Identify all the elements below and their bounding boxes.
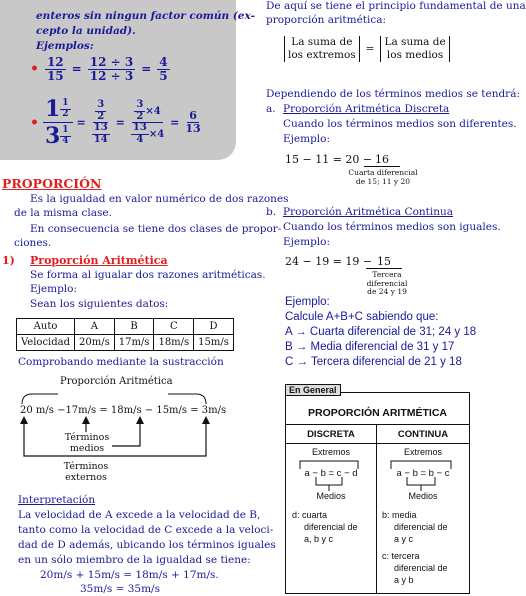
arrow-head — [202, 416, 210, 424]
definition-line: Es la igualdad en valor numérico de dos razones — [30, 193, 289, 205]
arrow-head — [82, 416, 90, 424]
velocity-table — [16, 318, 234, 351]
sum-result: 35m/s = 35m/s — [80, 583, 160, 595]
interpretation-line: en un sólo miembro de la igualdad se tiene: — [18, 554, 251, 566]
intro-line-2: cepto la unidad). — [36, 25, 136, 37]
medios-label: Términos medios — [62, 432, 112, 454]
definition-line: Se forma al igualar dos razones aritméticas. — [30, 269, 266, 281]
extremes-box: La suma de los extremos — [284, 36, 360, 62]
item-letter: a. — [266, 103, 276, 115]
externos-label: Términos externos — [58, 461, 114, 483]
consequence-line: ciones. — [14, 237, 52, 249]
extremes-label: Extremos — [311, 447, 350, 457]
discrete-definition: Cuando los términos medios son diferentes. — [283, 118, 517, 130]
example-label: Ejemplo: — [30, 283, 78, 295]
discrete-formula: a − b = c − d — [304, 468, 358, 479]
continuous-definition: Cuando los términos medios son iguales. — [283, 221, 501, 233]
section-title: PROPORCIÓN — [2, 176, 102, 191]
intro-line-1: enteros sin ningun factor común (ex- — [36, 10, 255, 22]
principle-line: De aquí se tiene el principio fundamental de una — [266, 0, 526, 12]
discrete-answer: 16 — [364, 153, 400, 167]
table-cell: Auto — [17, 319, 75, 335]
table-cell: 17m/s — [114, 335, 154, 351]
continuous-equation: 24 − 19 = 19 − — [285, 255, 373, 268]
example-label: Ejemplo: — [283, 133, 331, 145]
interpretation-title: Interpretación — [18, 494, 96, 506]
fraction: $\frac{12}{15}$ — [46, 55, 64, 83]
table-cell: 20m/s — [75, 335, 115, 351]
table-row — [17, 335, 234, 351]
discrete-equation: 15 − 11 = 20 − — [285, 153, 373, 166]
summary-box — [285, 385, 470, 594]
discrete-title: Proporción Aritmética Discreta — [283, 103, 450, 115]
fraction: $\frac{3}{2}$ ×4 $\frac{13}{4}$ ×4 — [132, 99, 165, 145]
means-label: Medios — [316, 491, 346, 501]
bullet: • — [30, 61, 39, 78]
continuous-formula: a − b = b − c — [396, 468, 450, 479]
item-number: 1) — [2, 254, 15, 267]
means-label: Medios — [408, 491, 438, 501]
bullet: • — [30, 114, 39, 131]
sum-equation: 20m/s + 15m/s = 18m/s + 17m/s. — [40, 569, 219, 581]
summary-title: PROPORCIÓN ARITMÉTICA — [307, 407, 448, 419]
continuous-note-c: c: tercera diferencial de a y b — [382, 551, 448, 586]
data-intro: Sean los siguientes datos: — [30, 298, 169, 310]
diagram-equation: 20 m/s −17m/s = 18m/s − 15m/s = 3m/s — [20, 405, 227, 416]
discrete-note: Cuarta diferencial de 15; 11 y 20 — [348, 168, 418, 186]
arrow-head — [20, 416, 28, 424]
diagram-top-label: Proporción Aritmética — [60, 376, 173, 387]
example-1: • $\frac{12}{15}$ = $\frac{12 \div 3}{12 \div 3}$ = $\frac{4}{5}$ — [30, 55, 168, 83]
continuous-note: Tercera diferencial de 24 y 19 — [366, 270, 408, 297]
continuous-answer: 15 — [366, 255, 402, 269]
table-cell: B — [114, 319, 154, 335]
fraction: $\frac{6}{13}$ — [185, 109, 201, 135]
summary-tag: En General — [285, 384, 341, 396]
example-2: • 1 $\frac{1}{2}$ 3 $\frac{1}{4}$ = $\frac{\frac{3}{2}}{\frac{13}{14}}$ = $\frac{3}{2}$ ×4 $\frac{13}{4}$ ×4 = $\frac{6}{13}$ — [30, 96, 201, 149]
divider — [286, 443, 469, 444]
principle-line: proporción aritmética: — [266, 14, 387, 26]
continuous-note-b: b: media diferencial de a y c — [382, 510, 448, 545]
exercise-item: B → Media diferencial de 31 y 17 — [285, 341, 455, 353]
subsection-title: Proporción Aritmética — [30, 254, 168, 267]
item-letter: b. — [266, 206, 277, 218]
discrete-note: d: cuarta diferencial de a, b y c — [292, 510, 358, 545]
fraction: $\frac{4}{5}$ — [159, 55, 168, 83]
exercise-statement: Calcule A+B+C sabiendo que: — [285, 311, 439, 323]
fundamental-principle: La suma de los extremos = La suma de los medios — [284, 36, 450, 62]
example-label: Ejemplo: — [283, 236, 331, 248]
table-cell: 18m/s — [154, 335, 194, 351]
exercise-item: C → Tercera diferencial de 21 y 18 — [285, 356, 462, 368]
compound-fraction: 1 $\frac{1}{2}$ 3 $\frac{1}{4}$ — [43, 96, 73, 149]
consequence-line: En consecuencia se tiene dos clases de propor- — [30, 223, 282, 235]
table-cell: 15m/s — [194, 335, 234, 351]
examples-label: Ejemplos: — [36, 40, 94, 52]
exercise-item: A → Cuarta diferencial de 31; 24 y 18 — [285, 326, 477, 338]
arrow-head — [136, 416, 144, 424]
interpretation-line: La velocidad de A excede a la velocidad de B, — [18, 509, 261, 521]
table-cell: D — [194, 319, 234, 335]
divider — [286, 424, 469, 425]
exercise-label: Ejemplo: — [285, 296, 330, 308]
table-cell: Velocidad — [17, 335, 75, 351]
fraction: $\frac{12 \div 3}{12 \div 3}$ — [89, 55, 134, 83]
discrete-column-header: DISCRETA — [307, 429, 355, 440]
proportion-diagram — [18, 380, 218, 490]
fraction: $\frac{\frac{3}{2}}{\frac{13}{14}}$ — [93, 99, 108, 145]
externos-bracket — [24, 420, 206, 456]
table-cell: C — [154, 319, 194, 335]
interpretation-line: tanto como la velocidad de C excede a la veloci- — [18, 524, 274, 536]
table-header-row — [17, 319, 234, 335]
continuous-column-header: CONTINUA — [397, 429, 449, 440]
top-bracket — [22, 394, 206, 404]
verification-line: Comprobando mediante la sustracción — [18, 356, 224, 368]
definition-line: de la misma clase. — [14, 207, 112, 219]
continuous-title: Proporción Aritmética Continua — [283, 206, 454, 218]
table-cell: A — [75, 319, 115, 335]
means-box: La suma de los medios — [380, 36, 449, 62]
depends-line: Dependiendo de los términos medios se tendrá: — [266, 88, 520, 100]
interpretation-line: dad de D además, ubicando los términos iguales — [18, 539, 276, 551]
extremes-label: Extremos — [403, 447, 442, 457]
